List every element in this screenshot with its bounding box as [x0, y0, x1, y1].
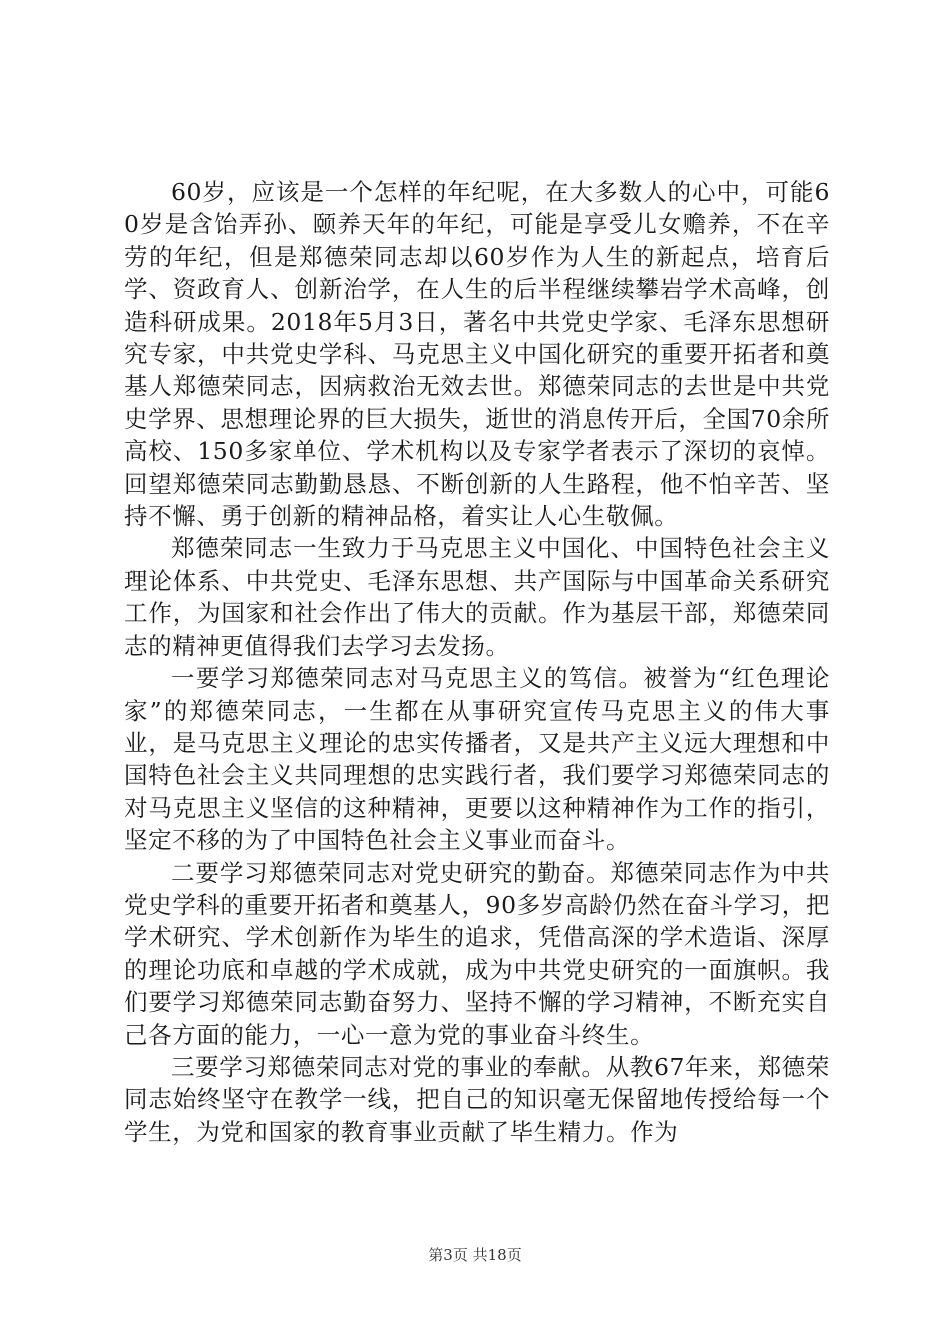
paragraph-point-one: 一要学习郑德荣同志对马克思主义的笃信。被誉为“红色理论家”的郑德荣同志，一生都在从事研究宣传马克思主义的伟大事业，是马克思主义理论的忠实传播者，又是共产主义远大理想和中国特色社会主义共同理想的忠实践行者，我们要学习郑德荣同志的对马克思主义坚信的这种精神，更要以这种精神作为工作的指引，坚定不移的为了中国特色社会主义事业而奋斗。	[124, 664, 830, 855]
page-number-footer: 第3页 共18页	[428, 1246, 522, 1264]
paragraph-contribution: 郑德荣同志一生致力于马克思主义中国化、中国特色社会主义理论体系、中共党史、毛泽东思想、共产国际与中国革命关系研究工作，为国家和社会作出了伟大的贡献。作为基层干部，郑德荣同志的精神更值得我们去学习去发扬。	[124, 534, 830, 660]
paragraph-point-two: 二要学习郑德荣同志对党史研究的勤奋。郑德荣同志作为中共党史学科的重要开拓者和奠基人，90多岁高龄仍然在奋斗学习，把学术研究、学术创新作为毕生的追求，凭借高深的学术造诣、深厚的理论功底和卓越的学术成就，成为中共党史研究的一面旗帜。我们要学习郑德荣同志勤奋努力、坚持不懈的学习精神，不断充实自己各方面的能力，一心一意为党的事业奋斗终生。	[124, 858, 830, 1049]
paragraph-point-three: 三要学习郑德荣同志对党的事业的奉献。从教67年来，郑德荣同志始终坚守在教学一线，把自己的知识毫无保留地传授给每一个学生，为党和国家的教育事业贡献了毕生精力。作为	[124, 1052, 830, 1146]
paragraph-intro: 60岁，应该是一个怎样的年纪呢，在大多数人的心中，可能60岁是含饴弄孙、颐养天年的年纪，可能是享受儿女赡养，不在辛劳的年纪，但是郑德荣同志却以60岁作为人生的新起点，培育后学、资政育人、创新治学，在人生的后半程继续攀岩学术高峰，创造科研成果。2018年5月3日，著名中共党史学家、毛泽东思想研究专家，中共党史学科、马克思主义中国化研究的重要开拓者和奠基人郑德荣同志，因病救治无效去世。郑德荣同志的去世是中共党史学界、思想理论界的巨大损失，逝世的消息传开后，全国70余所高校、150多家单位、学术机构以及专家学者表示了深切的哀悼。回望郑德荣同志勤勤恳恳、不断创新的人生路程，他不怕辛苦、坚持不懈、勇于创新的精神品格，着实让人心生敬佩。	[124, 178, 830, 531]
document-body	[124, 176, 830, 1148]
